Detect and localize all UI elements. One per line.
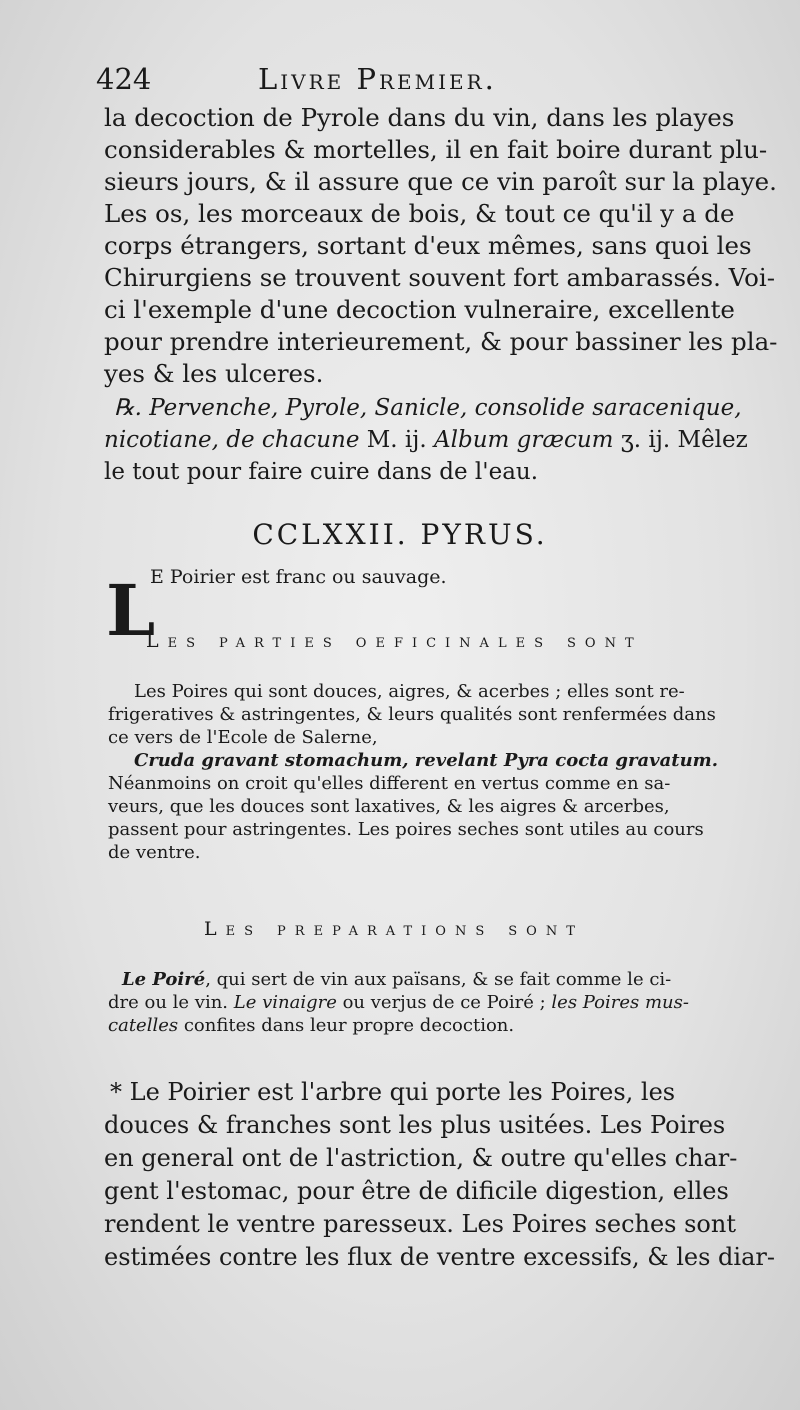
- term-poires-muscatelles: les Poires mus-: [551, 992, 689, 1013]
- term-muscatelles: catelles: [108, 1015, 179, 1036]
- recipe-line-2: [104, 424, 754, 456]
- text-line: Les os, les morceaux de bois, & tout ce qu'il y a de: [104, 199, 735, 228]
- text-line: de ventre.: [108, 842, 201, 863]
- text-line: veurs, que les douces sont laxatives, & les aigres & arcerbes,: [108, 796, 670, 817]
- recipe-paragraph: [104, 392, 754, 488]
- preparations-paragraph: [108, 968, 768, 1037]
- text-run: ou verjus de ce Poiré ;: [336, 992, 552, 1013]
- preparations-heading: Les preparations sont: [204, 918, 584, 940]
- text-run: dre ou le vin.: [108, 992, 234, 1013]
- term-poire: Le Poiré: [122, 969, 206, 990]
- text-line: ci l'exemple d'une decoction vulneraire, excellente: [104, 295, 735, 324]
- text-line: [108, 968, 768, 991]
- text-line: estimées contre les flux de ventre excessifs, & les diar-: [104, 1243, 775, 1271]
- recipe-dose: ʒ. ij. Mêlez: [613, 427, 748, 453]
- text-line: en general ont de l'astriction, & outre qu'elles char-: [104, 1144, 738, 1172]
- recipe-dose: M. ij.: [359, 427, 435, 453]
- recipe-ingredient: Album græcum: [434, 427, 614, 453]
- commentary-paragraph: [104, 1076, 775, 1274]
- text-line: ce vers de l'Ecole de Salerne,: [108, 727, 378, 748]
- continued-paragraph: [104, 102, 778, 390]
- text-line: frigeratives & astringentes, & leurs qualités sont renfermées dans: [108, 704, 716, 725]
- text-line: [108, 1014, 768, 1037]
- term-vinaigre: Le vinaigre: [233, 992, 337, 1013]
- text-line: douces & franches sont les plus usitées. Les Poires: [104, 1111, 726, 1139]
- text-line: rendent le ventre paresseux. Les Poires seches sont: [104, 1210, 736, 1238]
- text-line: Les Poires qui sont douces, aigres, & acerbes ; elles sont re-: [134, 681, 685, 702]
- text-line: Chirurgiens se trouvent souvent fort ambarassés. Voi-: [104, 263, 775, 292]
- recipe-line-1: ℞. Pervenche, Pyrole, Sanicle, consolide saracenique,: [114, 395, 742, 421]
- text-line: Néanmoins on croit qu'elles different en vertus comme en sa-: [108, 773, 671, 794]
- text-run: , qui sert de vin aux païsans, & se fait comme le ci-: [205, 969, 672, 990]
- text-line: sieurs jours, & il assure que ce vin paroît sur la playe.: [104, 167, 777, 196]
- recipe-line-3: le tout pour faire cuire dans de l'eau.: [104, 459, 539, 485]
- section-heading: CCLXXII. PYRUS.: [252, 518, 548, 551]
- text-line: * Le Poirier est l'arbre qui porte les Poires, les: [110, 1078, 676, 1106]
- recipe-ingredient: nicotiane, de chacune: [104, 427, 360, 453]
- text-line: pour prendre interieurement, & pour bassiner les pla-: [104, 327, 778, 356]
- text-line: la decoction de Pyrole dans du vin, dans les playes: [104, 103, 735, 132]
- text-line: passent pour astringentes. Les poires seches sont utiles au cours: [108, 819, 704, 840]
- intro-text: E Poirier est franc ou sauvage.: [150, 566, 447, 588]
- text-line: gent l'estomac, pour être de dificile digestion, elles: [104, 1177, 729, 1205]
- text-line: corps étrangers, sortant d'eux mêmes, sans quoi les: [104, 231, 752, 260]
- page-number: 424: [96, 62, 152, 96]
- text-line: [108, 991, 768, 1014]
- text-line: yes & les ulceres.: [104, 359, 324, 388]
- text-run: confites dans leur propre decoction.: [178, 1015, 515, 1036]
- officinal-paragraph: [108, 680, 768, 864]
- latin-verse: Cruda gravant stomachum, revelant Pyra cocta gravatum.: [134, 750, 718, 771]
- officinal-heading: Les parties oeficinales sont: [146, 630, 643, 652]
- running-title: Livre Premier.: [258, 62, 497, 96]
- text-line: considerables & mortelles, il en fait boire durant plu-: [104, 135, 768, 164]
- drop-cap: L: [106, 569, 156, 652]
